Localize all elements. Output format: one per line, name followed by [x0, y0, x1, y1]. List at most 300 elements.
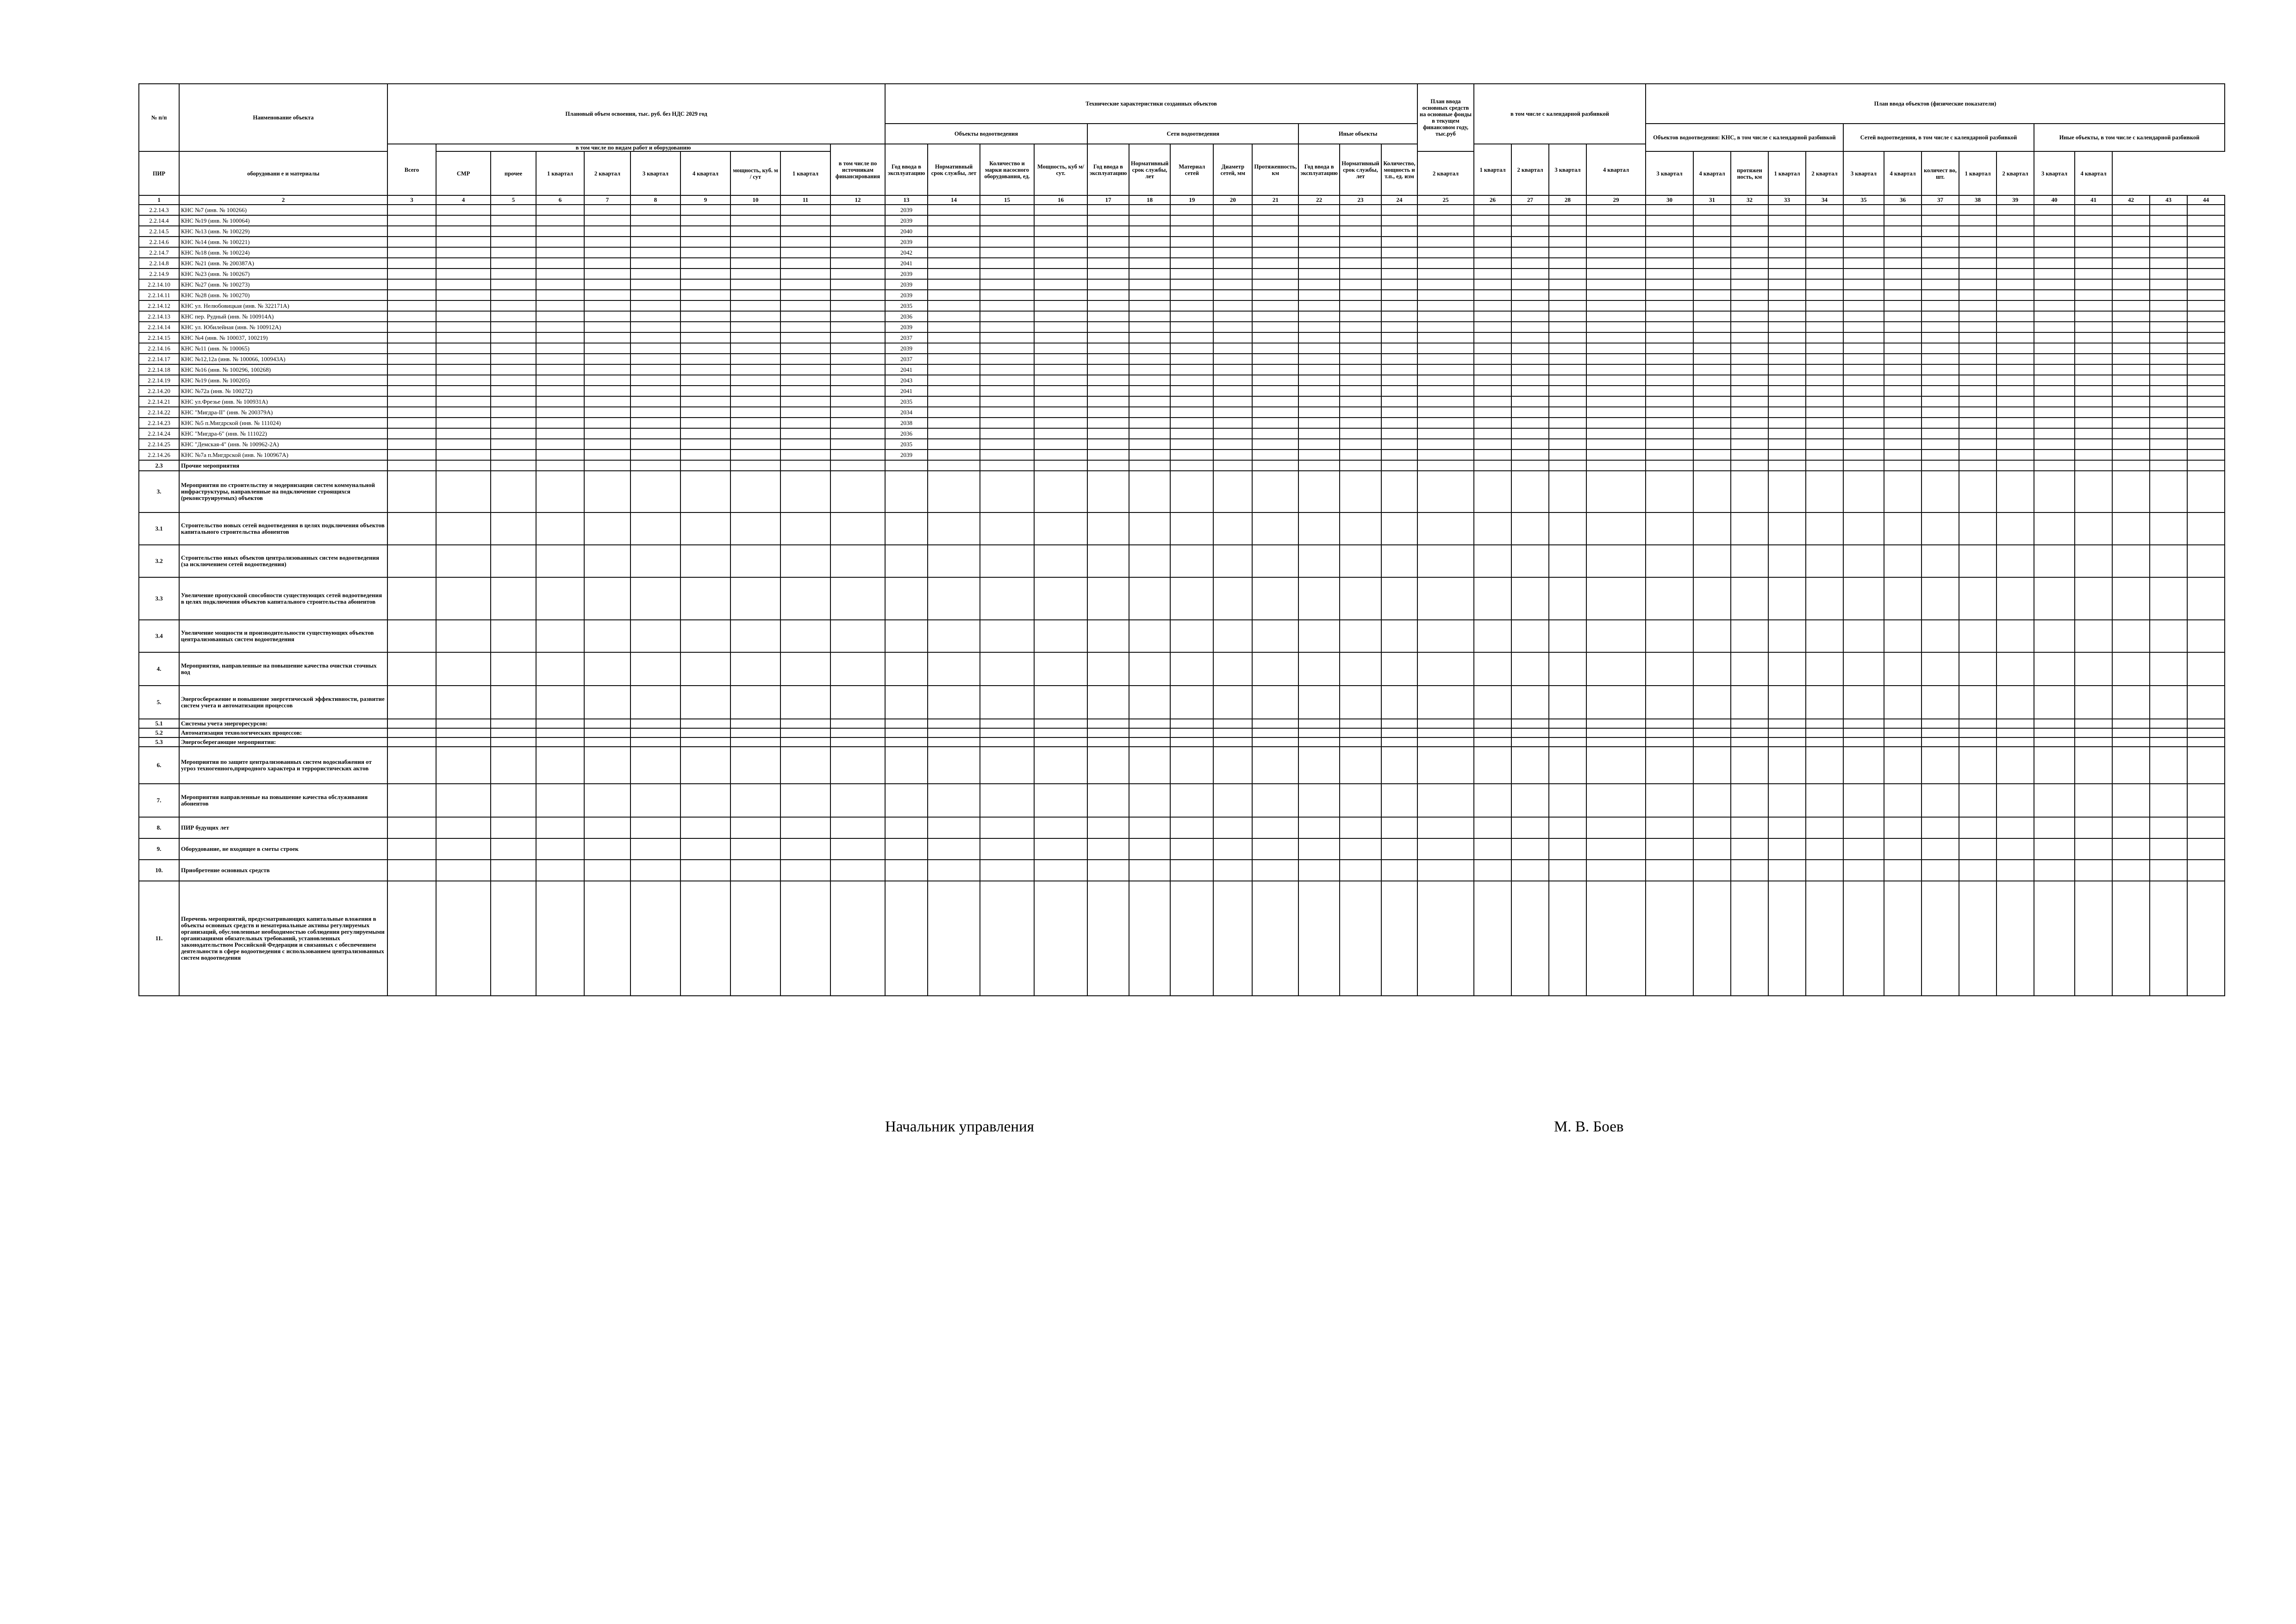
section-row — [139, 860, 2225, 881]
empty-cell — [1768, 471, 1806, 512]
empty-cell — [436, 407, 491, 418]
column-number: 38 — [1959, 195, 1997, 205]
empty-cell — [2112, 686, 2150, 719]
column-number: 3 — [387, 195, 436, 205]
empty-cell — [1806, 450, 1843, 460]
empty-cell — [1417, 460, 1474, 471]
empty-cell — [1340, 652, 1381, 686]
row-object-name: Энергосбережение и повышение энергетической эффективности, развитие систем учета и автоматизации процессов — [179, 686, 387, 719]
table-row — [139, 418, 2225, 428]
row-object-name: КНС №19 (инв. № 100205) — [179, 375, 387, 386]
row-code: 2.2.14.5 — [139, 226, 179, 237]
empty-cell — [1768, 364, 1806, 375]
empty-cell — [1474, 817, 1511, 838]
empty-cell — [1170, 396, 1213, 407]
empty-cell — [780, 747, 830, 784]
header-q3: 3 квартал — [630, 151, 680, 195]
empty-cell — [1997, 817, 2034, 838]
empty-cell — [1252, 747, 1298, 784]
empty-cell — [1252, 322, 1298, 332]
empty-cell — [536, 737, 584, 747]
empty-cell — [680, 747, 730, 784]
empty-cell — [436, 577, 491, 620]
empty-cell — [1129, 364, 1170, 375]
empty-cell — [2075, 322, 2112, 332]
empty-cell — [1646, 300, 1693, 311]
empty-cell — [2034, 364, 2075, 375]
empty-cell — [1213, 258, 1252, 269]
row-object-name: Строительство новых сетей водоотведения в целях подключения объектов капитального строительства абонентов — [179, 512, 387, 545]
empty-cell — [2187, 396, 2225, 407]
empty-cell — [2075, 439, 2112, 450]
empty-cell — [1586, 386, 1646, 396]
empty-cell — [1417, 512, 1474, 545]
empty-cell — [1034, 258, 1087, 269]
empty-cell — [387, 728, 436, 737]
empty-cell — [1129, 838, 1170, 860]
empty-cell — [2150, 322, 2187, 332]
empty-cell — [730, 512, 780, 545]
empty-cell — [2112, 407, 2150, 418]
empty-cell — [2075, 290, 2112, 300]
empty-cell — [2112, 784, 2150, 817]
empty-cell — [1884, 860, 1922, 881]
empty-cell — [830, 375, 885, 386]
empty-cell — [1843, 860, 1884, 881]
empty-cell — [1646, 545, 1693, 577]
empty-cell — [1340, 407, 1381, 418]
empty-cell — [1997, 247, 2034, 258]
empty-cell — [2150, 407, 2187, 418]
empty-cell — [1586, 290, 1646, 300]
empty-cell — [1586, 396, 1646, 407]
empty-cell — [780, 737, 830, 747]
empty-cell — [928, 577, 980, 620]
empty-cell — [730, 322, 780, 332]
empty-cell — [1340, 577, 1381, 620]
empty-cell — [680, 258, 730, 269]
empty-cell — [536, 364, 584, 375]
section-row — [139, 838, 2225, 860]
empty-cell — [1549, 279, 1586, 290]
empty-cell — [830, 205, 885, 215]
empty-cell — [1034, 396, 1087, 407]
empty-cell — [1474, 396, 1511, 407]
empty-cell — [630, 364, 680, 375]
empty-cell — [1511, 471, 1549, 512]
empty-cell — [1646, 311, 1693, 322]
empty-cell — [2187, 747, 2225, 784]
empty-cell — [1417, 418, 1474, 428]
empty-cell — [2187, 311, 2225, 322]
empty-cell — [436, 279, 491, 290]
empty-cell — [1034, 471, 1087, 512]
empty-cell — [1959, 215, 1997, 226]
empty-cell — [2112, 838, 2150, 860]
empty-cell — [1768, 719, 1806, 728]
empty-cell — [1511, 512, 1549, 545]
empty-cell — [2150, 364, 2187, 375]
header-net-life: Нормативный срок службы, лет — [1129, 144, 1170, 195]
section-row — [139, 881, 2225, 996]
empty-cell — [1087, 652, 1129, 686]
empty-cell — [1731, 290, 1768, 300]
empty-cell — [2150, 279, 2187, 290]
empty-cell — [584, 545, 630, 577]
empty-cell — [1884, 686, 1922, 719]
row-year: 2039 — [885, 322, 928, 332]
empty-cell — [1381, 620, 1417, 652]
empty-cell — [1549, 737, 1586, 747]
empty-cell — [1381, 418, 1417, 428]
empty-cell — [928, 247, 980, 258]
empty-cell — [2187, 279, 2225, 290]
empty-cell — [1843, 428, 1884, 439]
empty-cell — [491, 686, 536, 719]
row-year: 2035 — [885, 300, 928, 311]
column-number: 39 — [1997, 195, 2034, 205]
empty-cell — [536, 386, 584, 396]
empty-cell — [1034, 784, 1087, 817]
empty-cell — [1646, 215, 1693, 226]
header-net-material: Материал сетей — [1170, 144, 1213, 195]
empty-cell — [1768, 428, 1806, 439]
empty-cell — [436, 269, 491, 279]
empty-cell — [1511, 215, 1549, 226]
empty-cell — [1806, 279, 1843, 290]
empty-cell — [1129, 386, 1170, 396]
empty-cell — [2034, 838, 2075, 860]
empty-cell — [2187, 860, 2225, 881]
empty-cell — [536, 577, 584, 620]
row-year: 2039 — [885, 237, 928, 247]
empty-cell — [928, 375, 980, 386]
header-kns-q2: 2 квартал — [1417, 151, 1474, 195]
empty-cell — [730, 354, 780, 364]
empty-cell — [780, 407, 830, 418]
empty-cell — [1170, 860, 1213, 881]
empty-cell — [436, 322, 491, 332]
empty-cell — [2150, 300, 2187, 311]
empty-cell — [1646, 728, 1693, 737]
empty-cell — [928, 354, 980, 364]
empty-cell — [1087, 322, 1129, 332]
empty-cell — [1693, 784, 1731, 817]
empty-cell — [928, 258, 980, 269]
empty-cell — [1586, 375, 1646, 386]
empty-cell — [730, 407, 780, 418]
empty-cell — [1298, 838, 1340, 860]
empty-cell — [1417, 205, 1474, 215]
empty-cell — [830, 386, 885, 396]
empty-cell — [2112, 620, 2150, 652]
empty-cell — [584, 396, 630, 407]
empty-cell — [1646, 450, 1693, 460]
empty-cell — [680, 471, 730, 512]
empty-cell — [1843, 215, 1884, 226]
empty-cell — [1731, 428, 1768, 439]
empty-cell — [1922, 784, 1959, 817]
empty-cell — [2075, 396, 2112, 407]
empty-cell — [1129, 332, 1170, 343]
empty-cell — [2150, 450, 2187, 460]
empty-cell — [1586, 215, 1646, 226]
empty-cell — [980, 386, 1034, 396]
empty-cell — [1922, 747, 1959, 784]
empty-cell — [1129, 512, 1170, 545]
empty-cell — [1087, 450, 1129, 460]
empty-cell — [730, 279, 780, 290]
empty-cell — [1646, 577, 1693, 620]
empty-cell — [387, 226, 436, 237]
empty-cell — [1034, 237, 1087, 247]
empty-cell — [885, 686, 928, 719]
empty-cell — [1252, 386, 1298, 396]
empty-cell — [1731, 343, 1768, 354]
empty-cell — [1959, 407, 1997, 418]
empty-cell — [1997, 838, 2034, 860]
empty-cell — [387, 860, 436, 881]
empty-cell — [780, 652, 830, 686]
empty-cell — [387, 269, 436, 279]
row-code: 2.2.14.12 — [139, 300, 179, 311]
column-number: 8 — [630, 195, 680, 205]
empty-cell — [1213, 354, 1252, 364]
empty-cell — [1129, 237, 1170, 247]
empty-cell — [1884, 719, 1922, 728]
empty-cell — [1768, 215, 1806, 226]
empty-cell — [436, 375, 491, 386]
empty-cell — [1806, 386, 1843, 396]
empty-cell — [1768, 247, 1806, 258]
empty-cell — [630, 407, 680, 418]
empty-cell — [1959, 205, 1997, 215]
empty-cell — [980, 226, 1034, 237]
empty-cell — [1340, 269, 1381, 279]
empty-cell — [1586, 784, 1646, 817]
empty-cell — [1087, 838, 1129, 860]
empty-cell — [1298, 407, 1340, 418]
empty-cell — [2150, 354, 2187, 364]
empty-cell — [1768, 407, 1806, 418]
row-object-name: Строительство иных объектов централизованных систем водоотведения (за исключением сетей водоотведения) — [179, 545, 387, 577]
empty-cell — [1586, 428, 1646, 439]
empty-cell — [780, 237, 830, 247]
empty-cell — [1417, 747, 1474, 784]
empty-cell — [1843, 747, 1884, 784]
empty-cell — [1129, 375, 1170, 386]
empty-cell — [780, 784, 830, 817]
table-row — [139, 332, 2225, 343]
empty-cell — [1087, 728, 1129, 737]
empty-cell — [1884, 512, 1922, 545]
column-number: 12 — [830, 195, 885, 205]
empty-cell — [1843, 375, 1884, 386]
empty-cell — [2075, 215, 2112, 226]
empty-cell — [1034, 364, 1087, 375]
column-number: 31 — [1693, 195, 1731, 205]
empty-cell — [1693, 545, 1731, 577]
empty-cell — [928, 728, 980, 737]
empty-cell — [1129, 450, 1170, 460]
empty-cell — [387, 817, 436, 838]
empty-cell — [730, 728, 780, 737]
empty-cell — [584, 784, 630, 817]
empty-cell — [2075, 237, 2112, 247]
row-object-name: Увеличение пропускной способности существующих сетей водоотведения в целях подключения объектов капитального строительства абонентов — [179, 577, 387, 620]
row-object-name: КНС №18 (инв. № 100224) — [179, 247, 387, 258]
empty-cell — [1034, 322, 1087, 332]
empty-cell — [1806, 784, 1843, 817]
empty-cell — [1959, 652, 1997, 686]
empty-cell — [1087, 460, 1129, 471]
empty-cell — [1129, 322, 1170, 332]
empty-cell — [830, 686, 885, 719]
empty-cell — [387, 686, 436, 719]
empty-cell — [387, 428, 436, 439]
empty-cell — [1806, 300, 1843, 311]
empty-cell — [830, 881, 885, 996]
empty-cell — [1298, 439, 1340, 450]
empty-cell — [830, 652, 885, 686]
empty-cell — [980, 428, 1034, 439]
empty-cell — [2112, 545, 2150, 577]
empty-cell — [491, 620, 536, 652]
row-object-name: Увеличение мощности и производительности существующих объектов централизованных систем водоотведения — [179, 620, 387, 652]
empty-cell — [536, 450, 584, 460]
empty-cell — [680, 450, 730, 460]
empty-cell — [1417, 428, 1474, 439]
empty-cell — [1034, 728, 1087, 737]
row-code: 2.2.14.6 — [139, 237, 179, 247]
empty-cell — [730, 439, 780, 450]
empty-cell — [2075, 686, 2112, 719]
empty-cell — [830, 396, 885, 407]
empty-cell — [1884, 407, 1922, 418]
empty-cell — [536, 719, 584, 728]
empty-cell — [2034, 719, 2075, 728]
empty-cell — [2075, 407, 2112, 418]
empty-cell — [2187, 258, 2225, 269]
empty-cell — [1959, 290, 1997, 300]
empty-cell — [1298, 728, 1340, 737]
empty-cell — [1511, 728, 1549, 737]
empty-cell — [387, 460, 436, 471]
empty-cell — [1806, 881, 1843, 996]
empty-cell — [1298, 396, 1340, 407]
empty-cell — [584, 290, 630, 300]
empty-cell — [1549, 300, 1586, 311]
empty-cell — [1693, 311, 1731, 322]
empty-cell — [2187, 838, 2225, 860]
empty-cell — [1474, 747, 1511, 784]
empty-cell — [1252, 652, 1298, 686]
empty-cell — [1731, 300, 1768, 311]
empty-cell — [491, 375, 536, 386]
empty-cell — [387, 364, 436, 375]
empty-cell — [387, 311, 436, 322]
empty-cell — [680, 375, 730, 386]
empty-cell — [1586, 439, 1646, 450]
row-code: 5.3 — [139, 737, 179, 747]
empty-cell — [885, 838, 928, 860]
empty-cell — [630, 652, 680, 686]
empty-cell — [1693, 620, 1731, 652]
empty-cell — [1922, 215, 1959, 226]
empty-cell — [1997, 290, 2034, 300]
empty-cell — [1922, 838, 1959, 860]
row-code: 5.2 — [139, 728, 179, 737]
row-code: 11. — [139, 881, 179, 996]
empty-cell — [1693, 215, 1731, 226]
empty-cell — [1922, 226, 1959, 237]
empty-cell — [2112, 354, 2150, 364]
empty-cell — [1768, 386, 1806, 396]
empty-cell — [1768, 343, 1806, 354]
column-number: 30 — [1646, 195, 1693, 205]
empty-cell — [491, 512, 536, 545]
empty-cell — [1511, 450, 1549, 460]
empty-cell — [980, 747, 1034, 784]
empty-cell — [1768, 322, 1806, 332]
empty-cell — [1087, 428, 1129, 439]
empty-cell — [1034, 686, 1087, 719]
empty-cell — [436, 838, 491, 860]
empty-cell — [2150, 577, 2187, 620]
empty-cell — [1843, 300, 1884, 311]
empty-cell — [1474, 290, 1511, 300]
row-code: 8. — [139, 817, 179, 838]
empty-cell — [1922, 322, 1959, 332]
empty-cell — [1381, 215, 1417, 226]
empty-cell — [387, 300, 436, 311]
empty-cell — [1586, 364, 1646, 375]
empty-cell — [1843, 407, 1884, 418]
row-year: 2041 — [885, 258, 928, 269]
empty-cell — [1884, 215, 1922, 226]
empty-cell — [1997, 332, 2034, 343]
empty-cell — [680, 226, 730, 237]
empty-cell — [1340, 860, 1381, 881]
empty-cell — [1511, 860, 1549, 881]
empty-cell — [680, 354, 730, 364]
empty-cell — [830, 247, 885, 258]
empty-cell — [780, 354, 830, 364]
header-cal-q2: 2 квартал — [1511, 144, 1549, 195]
empty-cell — [1170, 838, 1213, 860]
empty-cell — [1922, 396, 1959, 407]
empty-cell — [1511, 545, 1549, 577]
empty-cell — [1646, 396, 1693, 407]
empty-cell — [1922, 460, 1959, 471]
empty-cell — [780, 247, 830, 258]
empty-cell — [1087, 418, 1129, 428]
empty-cell — [1170, 686, 1213, 719]
empty-cell — [436, 237, 491, 247]
empty-cell — [2187, 428, 2225, 439]
empty-cell — [680, 418, 730, 428]
header-drain-networks: Сети водоотведения — [1087, 124, 1298, 144]
empty-cell — [2112, 418, 2150, 428]
empty-cell — [1129, 354, 1170, 364]
empty-cell — [1511, 838, 1549, 860]
empty-cell — [2112, 881, 2150, 996]
empty-cell — [1922, 375, 1959, 386]
empty-cell — [1693, 652, 1731, 686]
empty-cell — [2187, 620, 2225, 652]
empty-cell — [928, 418, 980, 428]
empty-cell — [928, 428, 980, 439]
